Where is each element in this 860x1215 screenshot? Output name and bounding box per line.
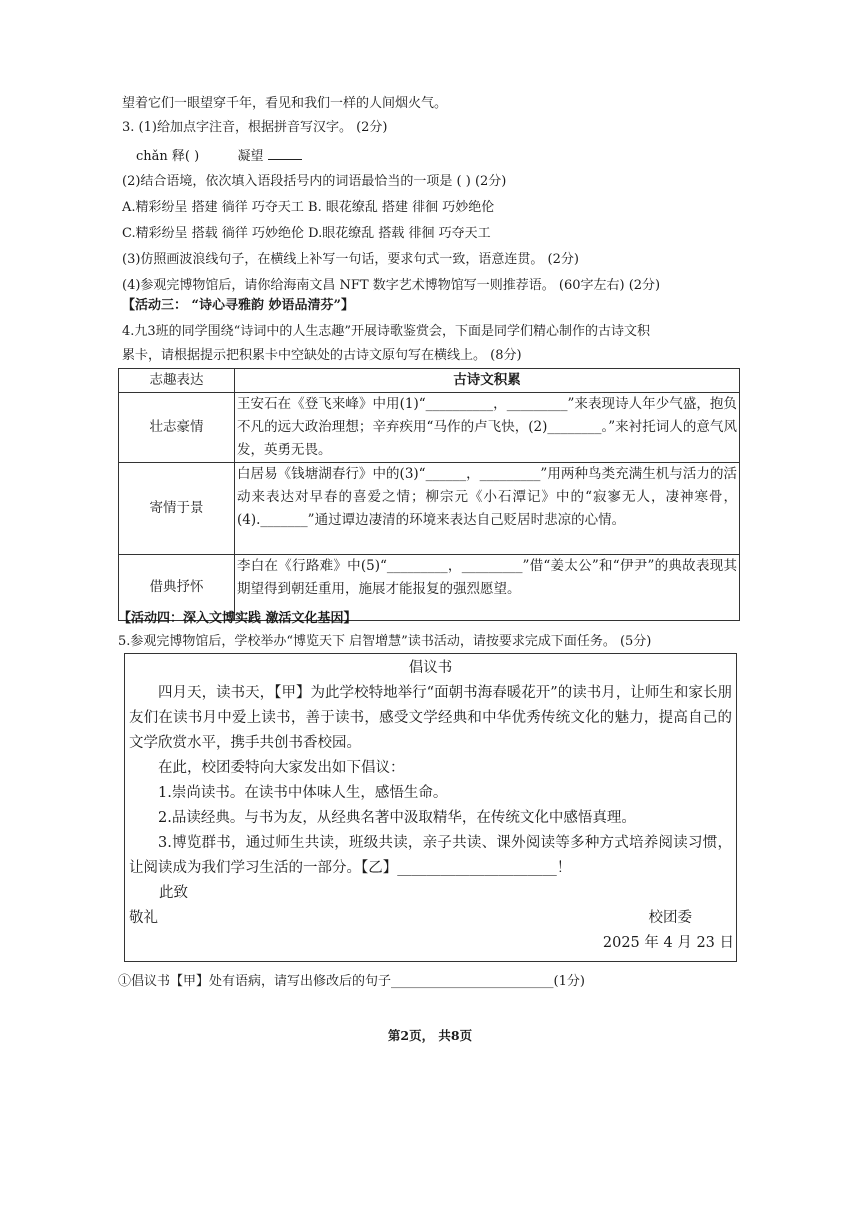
- q3-options-ab: A.精彩纷呈 搭建 徜徉 巧夺天工 B. 眼花缭乱 搭建 徘徊 巧妙绝伦: [122, 200, 495, 215]
- letter-para1: 四月天，读书天，【甲】为此学校特地举行“面朝书海春暖花开”的读书月，让师生和家长朋友们在读书月中爱上读书，善于读书，感受文学经典和中华优秀传统文化的魅力，提高自己的文学欣赏水平，携手共创书香校园。: [129, 685, 732, 751]
- row-text: 王安石在《登飞来峰》中用(1)“__________，_________”来表现诗人年少气盛，抱负不凡的远大政治理想；辛弃疾用“马作的卢飞快，(2)________。”来衬托词人的意气风发，英勇无畏。: [235, 393, 740, 463]
- pinyin-item-a: chǎn 释( ): [136, 149, 200, 164]
- row-text: 李白在《行路难》中(5)“_________，_________”借“姜太公”和“伊尹”的典故表现其期望得到朝廷重用，施展才能报复的强烈愿望。: [235, 555, 740, 621]
- q3-part3: (3)仿照画波浪线句子，在横线上补写一句话，要求句式一致，语意连贯。 (2分): [122, 252, 579, 267]
- page-footer: 第2页， 共8页: [387, 1028, 473, 1043]
- letter-title: 倡议书: [408, 660, 453, 676]
- letter-item1: 1.崇尚读书。在读书中体味人生，感悟生命。: [158, 785, 448, 801]
- table-row: [119, 393, 740, 463]
- table-header-row: [119, 369, 740, 393]
- letter-item2: 2.品读经典。与书为友，从经典名著中汲取精华，在传统文化中感悟真理。: [158, 810, 636, 826]
- activity3-heading: 【活动三： “诗心寻雅韵 妙语品清芬”】: [122, 298, 355, 313]
- header-interest: 志趣表达: [119, 369, 235, 393]
- letter-para2: 在此，校团委特向大家发出如下倡议：: [158, 760, 405, 776]
- q3-options-cd: C.精彩纷呈 搭载 徜徉 巧妙绝伦 D.眼花缭乱 搭载 徘徊 巧夺天工: [122, 226, 491, 241]
- q5-text: 5.参观完博物馆后，学校举办“博览天下 启智增慧”读书活动，请按要求完成下面任务。 (5分): [118, 634, 652, 649]
- letter-signer: 校团委: [648, 910, 692, 926]
- letter-jingli: 敬礼: [129, 910, 158, 926]
- sub-question-1: ①倡议书【甲】处有语病，请写出修改后的句子_________________________(1分): [118, 974, 585, 989]
- activity4-heading: 【活动四：深入文博实践 激活文化基因】: [118, 611, 357, 626]
- row-category: 壮志豪情: [119, 393, 235, 463]
- table-row: [119, 463, 740, 555]
- row-category: 寄情于景: [119, 463, 235, 555]
- intro-line: 望着它们一眼望穿千年，看见和我们一样的人间烟火气。: [122, 96, 448, 111]
- header-poetry: 古诗文积累: [235, 369, 740, 393]
- q4-line1: 4.九3班的同学围绕“诗词中的人生志趣”开展诗歌鉴赏会，下面是同学们精心制作的古诗文积: [122, 324, 650, 339]
- q3-part4: (4)参观完博物馆后，请你给海南文昌 NFT 数字艺术博物馆写一则推荐语。 (60字左右) (2分): [122, 278, 661, 293]
- pinyin-item-b: 凝望: [237, 149, 264, 164]
- q4-line2: 累卡，请根据提示把积累卡中空缺处的古诗文原句写在横线上。 (8分): [122, 348, 522, 363]
- poem-accumulation-table: [118, 368, 740, 621]
- letter-cizhi: 此致: [159, 885, 188, 901]
- row-category: 借典抒怀: [119, 555, 235, 621]
- proposal-letter: [124, 653, 737, 962]
- letter-date: 2025 年 4 月 23 日: [602, 935, 734, 951]
- letter-item3: 3.博览群书，通过师生共读，班级共读，亲子共读、课外阅读等多种方式培养阅读习惯，让阅读成为我们学习生活的一部分。【乙】______________________！: [129, 835, 732, 876]
- answer-blank[interactable]: [268, 145, 302, 160]
- q3-part2: (2)结合语境，依次填入语段括号内的词语最恰当的一项是 ( ) (2分): [122, 174, 507, 189]
- q3-heading: 3. (1)给加点字注音，根据拼音写汉字。 (2分): [122, 120, 388, 135]
- q3-pinyin-row: [136, 145, 302, 167]
- row-text: 白居易《钱塘湖春行》中的(3)“______，_________”用两种鸟类充满生机与活力的活动来表达对早春的喜爱之情；柳宗元《小石潭记》中的“寂寥无人，凄神寒骨，(4)._______”通过谭边凄清的环境来表达自己贬居时悲凉的心情。: [235, 463, 740, 555]
